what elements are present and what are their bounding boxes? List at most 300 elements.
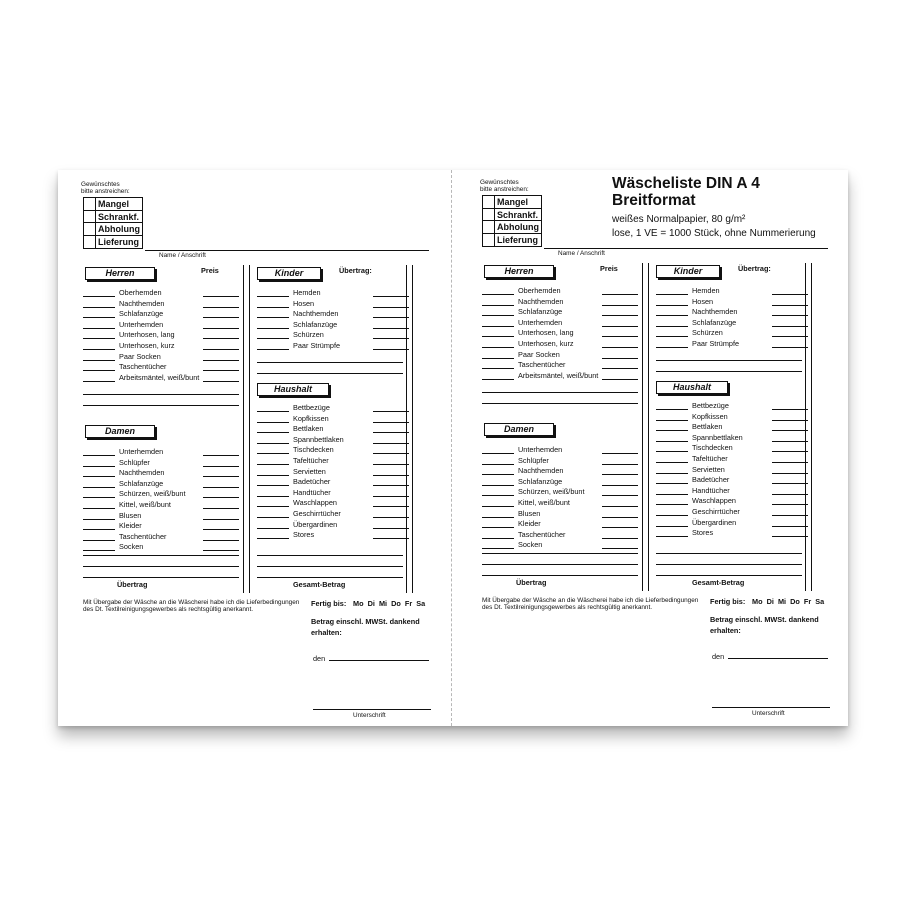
haushalt-item[interactable] [257, 509, 409, 518]
herren-item-label: Unterhemden [119, 319, 164, 329]
herren-item[interactable] [482, 286, 638, 295]
quantity-blank[interactable] [83, 545, 115, 551]
quantity-blank[interactable] [482, 374, 514, 380]
haushalt-blank-row[interactable] [257, 555, 403, 556]
quantity-blank[interactable] [482, 342, 514, 348]
price-blank[interactable] [602, 321, 638, 327]
request-checkbox[interactable] [483, 234, 495, 247]
herren-item-label: Taschentücher [518, 360, 566, 370]
price-blank[interactable] [772, 342, 808, 348]
quantity-blank[interactable] [482, 300, 514, 306]
herren-item[interactable] [83, 288, 239, 297]
damen-blank-row[interactable] [83, 577, 239, 578]
price-blank[interactable] [203, 333, 239, 339]
price-blank[interactable] [203, 503, 239, 509]
haushalt-item[interactable] [257, 435, 409, 444]
herren-item-label: Arbeitsmäntel, weiß/bunt [119, 372, 200, 382]
damen-item[interactable] [83, 447, 239, 456]
herren-item[interactable] [83, 330, 239, 339]
damen-item[interactable] [482, 530, 638, 539]
price-blank[interactable] [203, 535, 239, 541]
haushalt-item[interactable] [656, 486, 808, 495]
haushalt-item-label: Bettlaken [293, 424, 324, 434]
quantity-blank[interactable] [482, 459, 514, 465]
price-blank[interactable] [772, 321, 808, 327]
quantity-blank[interactable] [482, 490, 514, 496]
quantity-blank[interactable] [257, 406, 289, 412]
price-blank[interactable] [373, 491, 409, 497]
price-blank[interactable] [203, 545, 239, 551]
quantity-blank[interactable] [83, 535, 115, 541]
price-blank[interactable] [772, 310, 808, 316]
price-blank[interactable] [772, 446, 808, 452]
herren-item[interactable] [482, 360, 638, 369]
price-blank[interactable] [602, 331, 638, 337]
quantity-blank[interactable] [482, 321, 514, 327]
quantity-blank[interactable] [83, 302, 115, 308]
quantity-blank[interactable] [83, 503, 115, 509]
quantity-blank[interactable] [482, 363, 514, 369]
haushalt-item-label: Spannbettlaken [293, 434, 344, 444]
quantity-blank[interactable] [257, 501, 289, 507]
damen-item[interactable] [482, 456, 638, 465]
price-blank[interactable] [602, 469, 638, 475]
quantity-blank[interactable] [257, 427, 289, 433]
price-blank[interactable] [772, 478, 808, 484]
quantity-blank[interactable] [656, 289, 688, 295]
name-address-label: Name / Anschrift [558, 250, 605, 257]
haushalt-item[interactable] [257, 477, 409, 486]
price-blank[interactable] [373, 523, 409, 529]
quantity-blank[interactable] [656, 310, 688, 316]
herren-item[interactable] [83, 373, 239, 382]
amount-received-line2: erhalten: [311, 628, 342, 637]
price-blank[interactable] [772, 531, 808, 537]
damen-item[interactable] [83, 532, 239, 541]
quantity-blank[interactable] [257, 291, 289, 297]
kinder-item[interactable] [656, 307, 808, 316]
haushalt-item[interactable] [257, 414, 409, 423]
haushalt-item[interactable] [656, 443, 808, 452]
quantity-blank[interactable] [656, 446, 688, 452]
quantity-blank[interactable] [257, 448, 289, 454]
herren-item[interactable] [482, 371, 638, 380]
price-blank[interactable] [203, 524, 239, 530]
price-blank[interactable] [203, 355, 239, 361]
request-checkbox[interactable] [483, 221, 495, 233]
price-blank[interactable] [772, 289, 808, 295]
price-blank[interactable] [602, 533, 638, 539]
herren-item[interactable] [482, 297, 638, 306]
request-option-row[interactable] [84, 223, 142, 236]
quantity-blank[interactable] [656, 521, 688, 527]
haushalt-item[interactable] [257, 403, 409, 412]
date-line[interactable] [329, 660, 429, 661]
price-blank[interactable] [203, 323, 239, 329]
price-blank[interactable] [602, 300, 638, 306]
price-blank[interactable] [373, 333, 409, 339]
herren-blank-row[interactable] [482, 392, 638, 393]
quantity-blank[interactable] [83, 344, 115, 350]
quantity-blank[interactable] [656, 415, 688, 421]
damen-item[interactable] [83, 542, 239, 551]
kinder-item[interactable] [656, 328, 808, 337]
quantity-blank[interactable] [656, 331, 688, 337]
price-blank[interactable] [203, 492, 239, 498]
quantity-blank[interactable] [482, 469, 514, 475]
quantity-blank[interactable] [482, 533, 514, 539]
herren-item[interactable] [482, 318, 638, 327]
damen-item[interactable] [482, 466, 638, 475]
damen-item[interactable] [482, 498, 638, 507]
quantity-blank[interactable] [257, 312, 289, 318]
price-blank[interactable] [602, 374, 638, 380]
price-blank[interactable] [602, 543, 638, 549]
haushalt-blank-row[interactable] [656, 553, 802, 554]
quantity-blank[interactable] [83, 291, 115, 297]
quantity-blank[interactable] [83, 524, 115, 530]
price-blank[interactable] [203, 291, 239, 297]
disclaimer-line2: des Dt. Textilreinigungsgewerbes als rechtsgültig anerkannt. [83, 606, 254, 613]
price-blank[interactable] [772, 468, 808, 474]
kinder-item-label: Schlafanzüge [293, 319, 338, 329]
name-address-line[interactable] [145, 250, 429, 251]
price-blank[interactable] [602, 501, 638, 507]
price-blank[interactable] [602, 289, 638, 295]
quantity-blank[interactable] [656, 300, 688, 306]
quantity-blank[interactable] [482, 353, 514, 359]
haushalt-item[interactable] [656, 401, 808, 410]
haushalt-item[interactable] [656, 507, 808, 516]
damen-item[interactable] [83, 489, 239, 498]
damen-blank-row[interactable] [83, 566, 239, 567]
ready-by-label: Fertig bis: [311, 599, 347, 608]
damen-blank-row[interactable] [482, 575, 638, 576]
herren-item[interactable] [482, 339, 638, 348]
damen-item-label: Blusen [518, 508, 541, 518]
herren-item[interactable] [482, 328, 638, 337]
kinder-blank-row[interactable] [257, 362, 403, 363]
kinder-item[interactable] [656, 286, 808, 295]
damen-item[interactable] [482, 509, 638, 518]
price-blank[interactable] [373, 438, 409, 444]
price-blank[interactable] [203, 461, 239, 467]
date-line[interactable] [728, 658, 828, 659]
herren-item[interactable] [83, 362, 239, 371]
haushalt-blank-row[interactable] [656, 575, 802, 576]
price-blank[interactable] [602, 448, 638, 454]
quantity-blank[interactable] [656, 425, 688, 431]
damen-item[interactable] [482, 445, 638, 454]
herren-item[interactable] [83, 309, 239, 318]
price-blank[interactable] [602, 490, 638, 496]
damen-blank-row[interactable] [482, 553, 638, 554]
haushalt-item[interactable] [257, 424, 409, 433]
request-checkbox[interactable] [483, 196, 495, 208]
price-blank[interactable] [373, 312, 409, 318]
quantity-blank[interactable] [83, 461, 115, 467]
quantity-blank[interactable] [257, 470, 289, 476]
quantity-blank[interactable] [83, 514, 115, 520]
quantity-blank[interactable] [83, 376, 115, 382]
damen-item[interactable] [83, 511, 239, 520]
price-blank[interactable] [203, 482, 239, 488]
kinder-item-label: Nachthemden [293, 309, 339, 319]
price-blank[interactable] [772, 415, 808, 421]
haushalt-item[interactable] [257, 488, 409, 497]
quantity-blank[interactable] [482, 522, 514, 528]
herren-item[interactable] [482, 350, 638, 359]
kinder-item[interactable] [257, 309, 409, 318]
damen-item[interactable] [482, 487, 638, 496]
signature-line[interactable] [712, 707, 830, 708]
herren-item-label: Unterhosen, kurz [119, 341, 175, 350]
kinder-item-label: Hemden [293, 288, 321, 297]
damen-item[interactable] [482, 477, 638, 486]
quantity-blank[interactable] [482, 331, 514, 337]
damen-item[interactable] [83, 458, 239, 467]
weekday-options[interactable]: Mo Di Mi Do Fr Sa [752, 597, 825, 606]
quantity-blank[interactable] [257, 417, 289, 423]
quantity-blank[interactable] [482, 448, 514, 454]
price-blank[interactable] [602, 310, 638, 316]
haushalt-item[interactable] [257, 498, 409, 507]
price-blank[interactable] [373, 470, 409, 476]
price-blank[interactable] [772, 436, 808, 442]
quantity-blank[interactable] [257, 480, 289, 486]
quantity-blank[interactable] [656, 510, 688, 516]
price-blank[interactable] [373, 291, 409, 297]
haushalt-blank-row[interactable] [257, 566, 403, 567]
haushalt-item[interactable] [656, 412, 808, 421]
quantity-blank[interactable] [83, 355, 115, 361]
damen-item[interactable] [482, 519, 638, 528]
herren-item[interactable] [83, 320, 239, 329]
quantity-blank[interactable] [257, 438, 289, 444]
kinder-item[interactable] [257, 288, 409, 297]
haushalt-item[interactable] [257, 445, 409, 454]
price-blank[interactable] [373, 512, 409, 518]
herren-item[interactable] [83, 299, 239, 308]
price-blank[interactable] [602, 459, 638, 465]
damen-blank-row[interactable] [482, 564, 638, 565]
product-format: Breitformat [612, 192, 696, 209]
price-blank[interactable] [203, 365, 239, 371]
damen-item-label: Schlafanzüge [518, 476, 563, 486]
damen-item[interactable] [83, 479, 239, 488]
check-hint-line1: Gewünschtes [81, 181, 120, 188]
price-blank[interactable] [373, 501, 409, 507]
price-blank[interactable] [602, 512, 638, 518]
price-blank[interactable] [602, 522, 638, 528]
kinder-blank-row[interactable] [257, 373, 403, 374]
quantity-blank[interactable] [83, 323, 115, 329]
quantity-blank[interactable] [83, 471, 115, 477]
quantity-blank[interactable] [482, 512, 514, 518]
price-blank[interactable] [203, 376, 239, 382]
haushalt-item[interactable] [257, 520, 409, 529]
herren-item[interactable] [482, 307, 638, 316]
price-blank[interactable] [772, 489, 808, 495]
kinder-item[interactable] [257, 299, 409, 308]
price-blank[interactable] [373, 417, 409, 423]
price-blank[interactable] [373, 406, 409, 412]
price-blank[interactable] [602, 480, 638, 486]
haushalt-item[interactable] [656, 433, 808, 442]
kinder-item[interactable] [656, 318, 808, 327]
divider-right-columns-2 [811, 263, 812, 591]
haushalt-item[interactable] [257, 530, 409, 539]
quantity-blank[interactable] [257, 523, 289, 529]
quantity-blank[interactable] [257, 459, 289, 465]
disclaimer-line2: des Dt. Textilreinigungsgewerbes als rechtsgültig anerkannt. [482, 604, 653, 611]
price-blank[interactable] [373, 344, 409, 350]
signature-line[interactable] [313, 709, 431, 710]
kinder-item[interactable] [656, 339, 808, 348]
herren-blank-row[interactable] [83, 394, 239, 395]
quantity-blank[interactable] [257, 512, 289, 518]
price-blank[interactable] [772, 404, 808, 410]
price-blank[interactable] [373, 302, 409, 308]
haushalt-item[interactable] [656, 454, 808, 463]
request-option-row[interactable] [483, 221, 541, 234]
haushalt-blank-row[interactable] [656, 564, 802, 565]
price-blank[interactable] [772, 457, 808, 463]
quantity-blank[interactable] [656, 457, 688, 463]
quantity-blank[interactable] [257, 333, 289, 339]
quantity-blank[interactable] [83, 492, 115, 498]
herren-item[interactable] [83, 341, 239, 350]
damen-item[interactable] [482, 540, 638, 549]
price-blank[interactable] [772, 300, 808, 306]
product-spec-paper: weißes Normalpapier, 80 g/m² [612, 214, 746, 225]
haushalt-item[interactable] [257, 467, 409, 476]
price-blank[interactable] [602, 342, 638, 348]
request-checkbox[interactable] [84, 198, 96, 210]
quantity-blank[interactable] [257, 323, 289, 329]
quantity-blank[interactable] [656, 468, 688, 474]
damen-item[interactable] [83, 521, 239, 530]
price-blank[interactable] [772, 521, 808, 527]
kinder-blank-row[interactable] [656, 371, 802, 372]
quantity-blank[interactable] [656, 499, 688, 505]
haushalt-item[interactable] [656, 465, 808, 474]
kinder-item-label: Paar Strümpfe [692, 339, 740, 348]
haushalt-item[interactable] [656, 422, 808, 431]
haushalt-item-label: Badetücher [293, 477, 331, 487]
request-option-row[interactable] [84, 198, 142, 211]
price-blank[interactable] [772, 331, 808, 337]
herren-blank-row[interactable] [83, 405, 239, 406]
quantity-blank[interactable] [83, 450, 115, 456]
request-option-row[interactable] [483, 209, 541, 222]
quantity-blank[interactable] [656, 436, 688, 442]
request-option-row[interactable] [84, 236, 142, 249]
quantity-blank[interactable] [83, 333, 115, 339]
quantity-blank[interactable] [257, 302, 289, 308]
haushalt-item-label: Tischdecken [293, 445, 334, 455]
haushalt-blank-row[interactable] [257, 577, 403, 578]
damen-blank-row[interactable] [83, 555, 239, 556]
quantity-blank[interactable] [482, 501, 514, 507]
haushalt-item[interactable] [656, 528, 808, 537]
section-haushalt: Haushalt [257, 383, 329, 396]
price-blank[interactable] [772, 499, 808, 505]
herren-item[interactable] [83, 352, 239, 361]
weekday-options[interactable]: Mo Di Mi Do Fr Sa [353, 599, 426, 608]
quantity-blank[interactable] [257, 491, 289, 497]
price-blank[interactable] [772, 425, 808, 431]
price-blank[interactable] [203, 312, 239, 318]
price-blank[interactable] [373, 480, 409, 486]
haushalt-item[interactable] [257, 456, 409, 465]
kinder-item[interactable] [656, 297, 808, 306]
price-blank[interactable] [602, 363, 638, 369]
quantity-blank[interactable] [257, 344, 289, 350]
date-label: den [313, 654, 326, 663]
quantity-blank[interactable] [656, 531, 688, 537]
price-blank[interactable] [203, 344, 239, 350]
price-blank[interactable] [602, 353, 638, 359]
price-blank[interactable] [373, 533, 409, 539]
price-blank[interactable] [203, 450, 239, 456]
haushalt-item[interactable] [656, 496, 808, 505]
haushalt-item[interactable] [656, 518, 808, 527]
herren-blank-row[interactable] [482, 403, 638, 404]
price-blank[interactable] [373, 427, 409, 433]
quantity-blank[interactable] [83, 365, 115, 371]
price-blank[interactable] [203, 514, 239, 520]
kinder-item[interactable] [257, 330, 409, 339]
price-blank[interactable] [373, 323, 409, 329]
quantity-blank[interactable] [482, 289, 514, 295]
quantity-blank[interactable] [656, 342, 688, 348]
request-checkbox[interactable] [84, 223, 96, 235]
quantity-blank[interactable] [656, 489, 688, 495]
request-option-row[interactable] [84, 211, 142, 224]
request-checkbox[interactable] [483, 209, 495, 221]
kinder-item[interactable] [257, 320, 409, 329]
quantity-blank[interactable] [482, 543, 514, 549]
price-blank[interactable] [772, 510, 808, 516]
name-address-line[interactable] [544, 248, 828, 249]
quantity-blank[interactable] [656, 478, 688, 484]
quantity-blank[interactable] [257, 533, 289, 539]
damen-item[interactable] [83, 500, 239, 509]
request-option-label: Lieferung [497, 234, 539, 245]
request-option-row[interactable] [483, 196, 541, 209]
price-blank[interactable] [373, 459, 409, 465]
quantity-blank[interactable] [656, 321, 688, 327]
quantity-blank[interactable] [482, 310, 514, 316]
request-option-row[interactable] [483, 234, 541, 247]
quantity-blank[interactable] [83, 482, 115, 488]
haushalt-item-label: Stores [692, 528, 714, 538]
quantity-blank[interactable] [83, 312, 115, 318]
quantity-blank[interactable] [656, 404, 688, 410]
price-blank[interactable] [373, 448, 409, 454]
request-checkbox[interactable] [84, 211, 96, 223]
damen-item-label: Blusen [119, 510, 142, 520]
kinder-item[interactable] [257, 341, 409, 350]
haushalt-item[interactable] [656, 475, 808, 484]
quantity-blank[interactable] [482, 480, 514, 486]
request-checkbox[interactable] [84, 236, 96, 249]
kinder-blank-row[interactable] [656, 360, 802, 361]
price-blank[interactable] [203, 302, 239, 308]
damen-item[interactable] [83, 468, 239, 477]
price-blank[interactable] [203, 471, 239, 477]
